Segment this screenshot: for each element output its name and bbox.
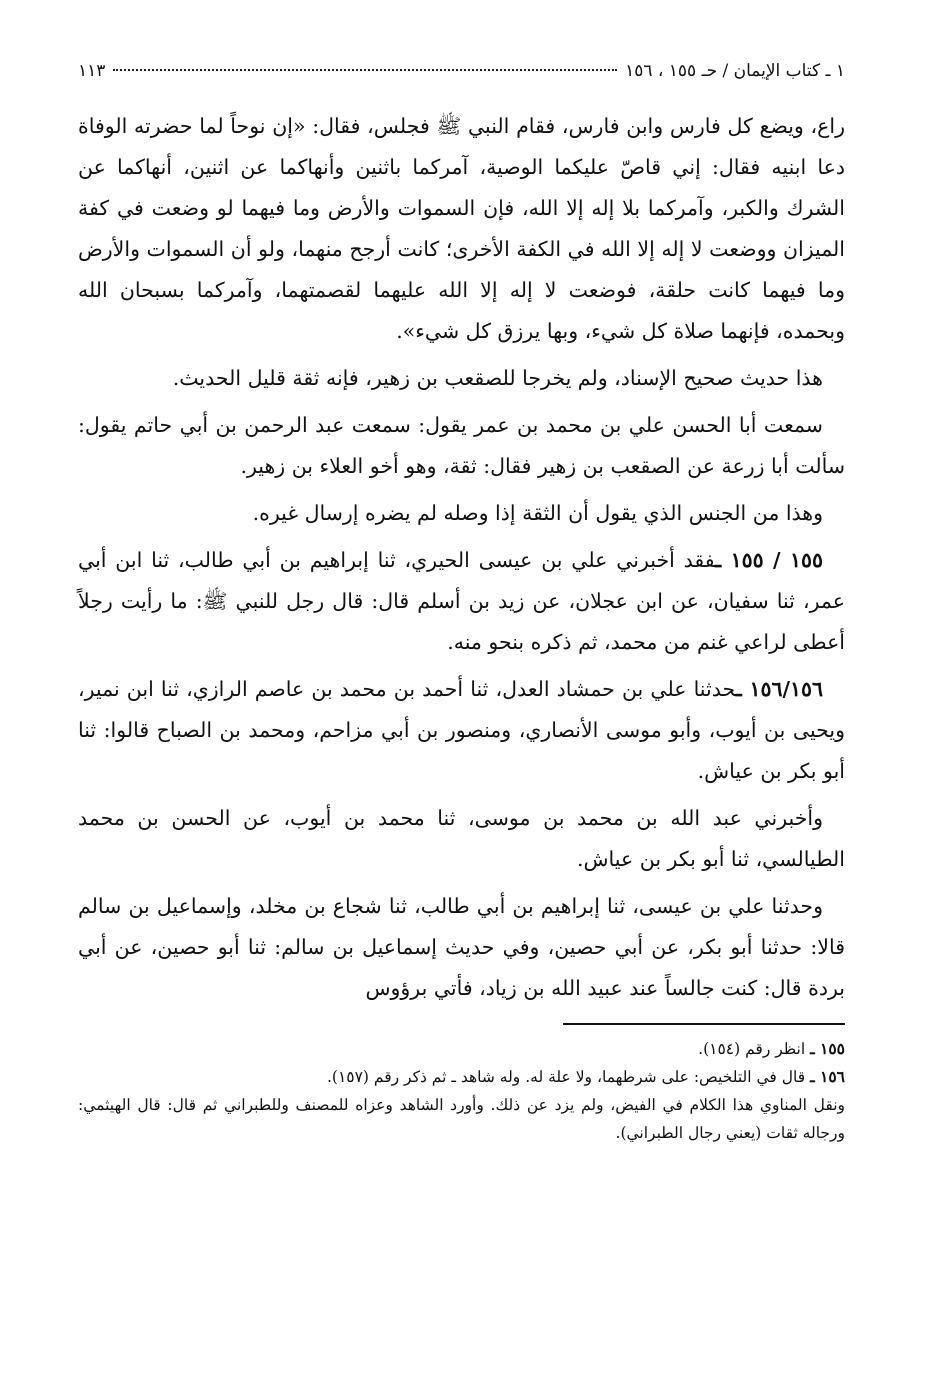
leader-dots [113, 69, 617, 71]
paragraph-hadith-156: ١٥٦/١٥٦ ـحدثنا علي بن حمشاد العدل، ثنا أحمد بن محمد بن عاصم الرازي، ثنا ابن نمير، ويحيى بن أيوب، وأبو موسى الأنصاري، ومنصور بن أبي مزاحم، ومحمد بن الصباح قالوا: ثنا أبو بكر بن عياش. [78, 677, 845, 783]
footnotes [78, 1035, 845, 1147]
paragraph-hadith-155: ١٥٥ / ١٥٥ ـفقد أخبرني علي بن عيسى الحيري، ثنا إبراهيم بن أبي طالب، ثنا ابن أبي عمر، ثنا سفيان، عن ابن عجلان، عن زيد بن أسلم قال: قال رجل للنبي ﷺ: ما رأيت رجلاً أعطى لراعي غنم من محمد، ثم ذكره بنحو منه. [78, 548, 845, 654]
page-number: ١١٣ [78, 61, 106, 81]
running-header [78, 58, 845, 92]
footnote-divider [563, 1023, 845, 1025]
paragraph-grading: هذا حديث صحيح الإسناد، ولم يخرجا للصقعب بن زهير، فإنه ثقة قليل الحديث. [172, 366, 823, 390]
footnote-155: ١٥٥ ـ انظر رقم (١٥٤). [698, 1039, 845, 1058]
paragraph-chain-2: وأخبرني عبد الله بن محمد بن موسى، ثنا محمد بن أيوب، عن الحسن بن محمد الطيالسي، ثنا أبو بكر بن عياش. [78, 806, 845, 871]
paragraph-hadith-continuation: راع، ويضع كل فارس وابن فارس، فقام النبي ﷺ فجلس، فقال: «إن نوحاً لما حضرته الوفاة دعا ابنيه فقال: إني قاصّ عليكما الوصية، آمركما باثنين وأنهاكما عن اثنين، أنهاكما عن الشرك والكبر، وآمركما بلا إله إلا الله، فإن السموات والأرض وما فيهما لو وضعت في كفة الميزان ووضعت لا إله إلا الله في الكفة الأخرى؛ كانت أرجح منهما، ولو أن السموات والأرض وما فيهما كانت حلقة، فوضعت لا إله إلا الله عليهما لقصمتهما، وآمركما بسبحان الله وبحمده، فإنهما صلاة كل شيء، وبها يرزق كل شيء». [78, 114, 845, 343]
paragraph-narrator-note: سمعت أبا الحسن علي بن محمد بن عمر يقول: سمعت عبد الرحمن بن أبي حاتم يقول: سألت أبا زرعة عن الصقعب بن زهير فقال: ثقة، وهو أخو العلاء بن زهير. [78, 413, 845, 478]
chapter-title: ١ ـ كتاب الإيمان / حـ ١٥٥ ، ١٥٦ [625, 61, 845, 81]
hadith-number: ١٥٦/١٥٦ ـ [735, 677, 823, 701]
paragraph-comment: وهذا من الجنس الذي يقول أن الثقة إذا وصله لم يضره إرسال غيره. [252, 501, 823, 525]
footnote-156: ١٥٦ ـ قال في التلخيص: على شرطهما، ولا علة له. وله شاهد ـ ثم ذكر رقم (١٥٧). [326, 1067, 845, 1086]
paragraph-chain-3: وحدثنا علي بن عيسى، ثنا إبراهيم بن أبي طالب، ثنا شجاع بن مخلد، وإسماعيل بن سالم قالا: حدثنا أبو بكر، عن أبي حصين، وفي حديث إسماعيل بن سالم: ثنا أبو حصين، عن أبي بردة قال: كنت جالساً عند عبيد الله بن زياد، فأتي برؤوس [78, 894, 845, 1000]
book-page [78, 58, 845, 1358]
main-text [78, 106, 845, 1009]
footnote-156-continuation: ونقل المناوي هذا الكلام في الفيض، ولم يزد عن ذلك. وأورد الشاهد وعزاه للمصنف وللطبراني ثم قال: قال الهيثمي: ورجاله ثقات (يعني رجال الطبراني). [78, 1096, 845, 1142]
hadith-number: ١٥٥ / ١٥٥ ـ [715, 548, 823, 572]
